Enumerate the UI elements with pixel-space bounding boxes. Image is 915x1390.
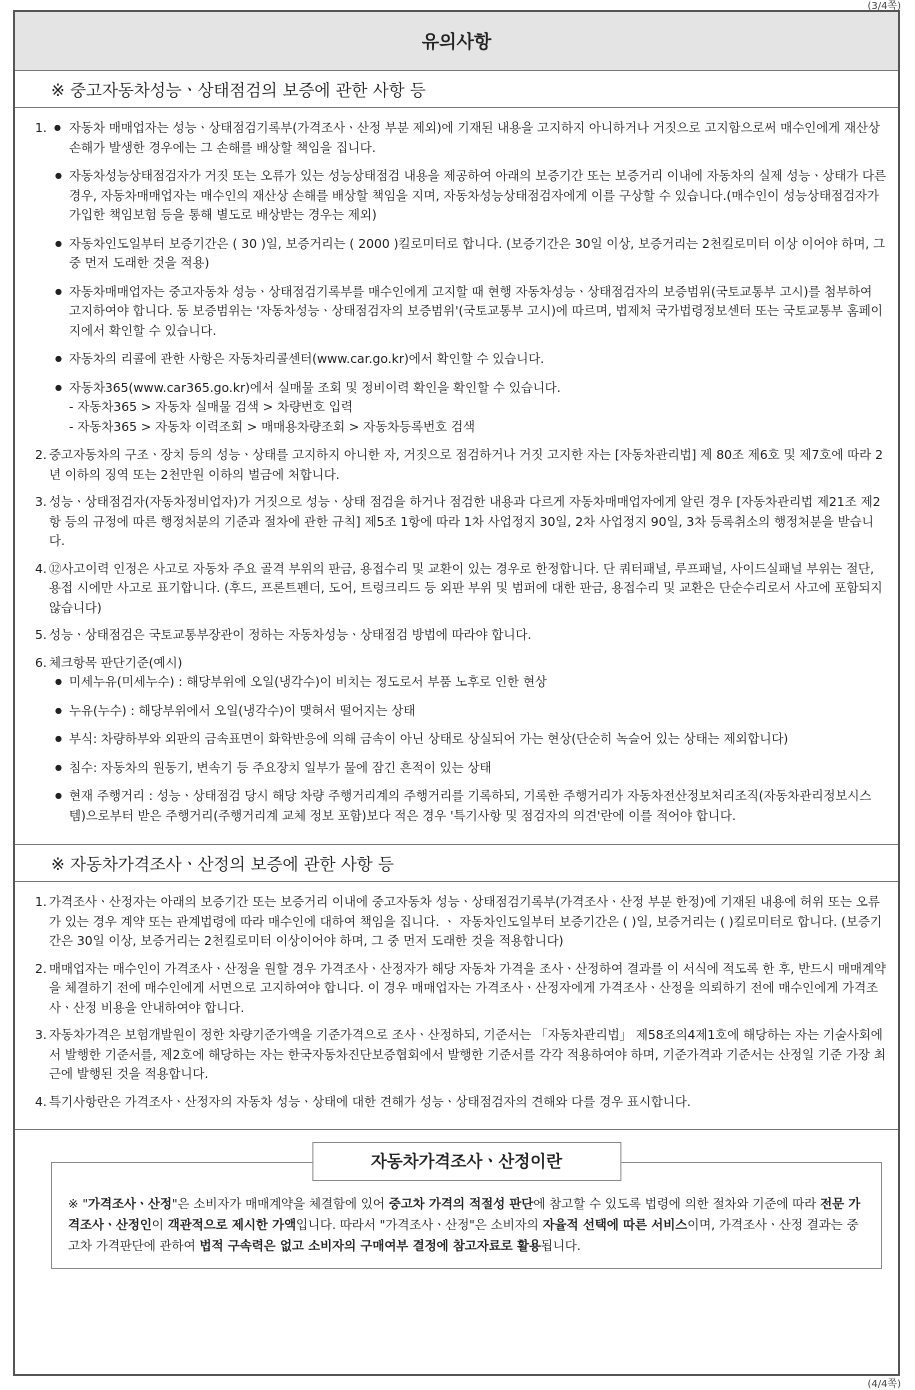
section1-body bbox=[15, 108, 898, 844]
list-item: ● 현재 주행거리 : 성능ㆍ상태점검 당시 해당 차량 주행거리계의 주행거리를 기록하되, 기록한 주행거리가 자동차전산정보처리조직(자동차관리정보시스템)으로부터 받은 주행거리(주행거리계 교체 정보 포함)보다 적은 경우 '특기사항 및 점검자의 의견'란에 이를 적어야 합니다. bbox=[49, 786, 888, 825]
item-text: 체크항목 판단기준(예시) bbox=[49, 654, 183, 670]
list-item: ● 자동차 매매업자는 성능ㆍ상태점검기록부(가격조사ㆍ산정 부분 제외)에 기재된 내용을 고지하지 아니하거나 거짓으로 고지함으로써 매수인에게 재산상 손해가 발생한 경우에는 그 손해를 배상할 책임을 집니다. bbox=[49, 118, 888, 157]
list-item: ● 자동차성능상태점검자가 거짓 또는 오류가 있는 성능상태점검 내용을 제공하여 아래의 보증기간 또는 보증거리 이내에 자동차의 실제 성능ㆍ상태가 다른 경우, 자동차매매업자는 매수인의 재산상 손해를 배상할 책임을 지며, 자동차성능상태점검자에게 이를 구상할 수 있습니다.(매수인이 성능상태점검자가 가입한 책임보험 등을 통해 별도로 배상받는 경우는 제외) bbox=[49, 166, 888, 225]
box-text: 입니다. 따라서 "가격조사ㆍ산정"은 소비자의 bbox=[296, 1217, 543, 1232]
list-item: ● 누유(누수) : 해당부위에서 오일(냉각수)이 맺혀서 떨어지는 상태 bbox=[49, 701, 888, 721]
item-text: 성능ㆍ상태점검자(자동차정비업자)가 거짓으로 성능ㆍ상태 점검을 하거나 점검한 내용과 다르게 자동차매매업자에게 알린 경우 [자동차관리법 제21조 제2항 등의 규정에 따른 행정처분의 기준과 절차에 관한 규칙] 제5조 1항에 따라 1차 사업정지 30일, 2차 사업정지 90일, 3차 등록취소의 행정처분을 받습니다. bbox=[49, 494, 881, 548]
section1-item-4 bbox=[35, 559, 888, 618]
car365-line: ● 자동차365(www.car365.go.kr)에서 실매물 조회 및 정비이력 확인을 확인할 수 있습니다. bbox=[69, 379, 561, 395]
car365-path: - 자동차365 > 자동차 이력조회 > 매매용차량조회 > 자동차등록번호 검색 bbox=[69, 418, 475, 434]
section2-item-2 bbox=[35, 959, 888, 1018]
item-text: 자동차가격은 보험개발원이 정한 차량기준가액을 기준가격으로 조사ㆍ산정하되, 기준서는 「자동차관리법」 제58조의4제1호에 해당하는 자는 기술사회에서 발행한 기준서를, 제2호에 해당하는 자는 한국자동차진단보증협회에서 발행한 기준서를 각각 적용하여야 하며, 기준가격과 기준서는 산정일 기준 가장 최근에 발행된 것을 적용합니다. bbox=[49, 1027, 886, 1081]
item-text: 매매업자는 매수인이 가격조사ㆍ산정을 원할 경우 가격조사ㆍ산정자가 해당 자동차 가격을 조사ㆍ산정하여 결과를 이 서식에 적도록 한 후, 반드시 매매계약을 체결하기 전에 매수인에게 서면으로 고지하여야 합니다. 이 경우 매매업자는 가격조사ㆍ산정자에게 가격조사ㆍ산정을 의뢰하기 전에 매수인에게 가격조사ㆍ산정 비용을 안내하여야 합니다. bbox=[49, 960, 886, 1015]
section1-item-2 bbox=[35, 445, 888, 484]
box-bold: 가격조사ㆍ산정 bbox=[88, 1196, 172, 1211]
box-bold: 법적 구속력은 없고 소비자의 구매여부 결정에 참고자료로 활용 bbox=[199, 1238, 541, 1253]
item-text: ⑫사고이력 인정은 사고로 자동차 주요 골격 부위의 판금, 용접수리 및 교환이 있는 경우로 한정합니다. 단 쿼터패널, 루프패널, 사이드실패널 부위는 절단, 용접 시에만 사고로 표기합니다. (후드, 프론트펜더, 도어, 트렁크리드 등 외판 부위 및 범퍼에 대한 판금, 용접수리 및 교환은 단순수리로서 사고에 포함되지 않습니다) bbox=[49, 560, 883, 615]
item-text: 중고자동차의 구조ㆍ장치 등의 성능ㆍ상태를 고지하지 아니한 자, 거짓으로 점검하거나 거짓 고지한 자는 [자동차관리법] 제 80조 제6호 및 제7호에 따라 2년 이하의 징역 또는 2천만원 이하의 벌금에 처합니다. bbox=[49, 447, 884, 482]
box-bold: 중고차 가격의 적절성 판단 bbox=[388, 1196, 534, 1211]
section2-body bbox=[15, 882, 898, 1129]
section2-heading: ※ 자동차가격조사ㆍ산정의 보증에 관한 사항 등 bbox=[15, 845, 898, 882]
list-item: ● 부식: 차량하부와 외판의 금속표면이 화학반응에 의해 금속이 아닌 상태로 상실되어 가는 현상(단순히 녹슬어 있는 상태는 제외합니다) bbox=[49, 729, 888, 749]
list-item: ● 미세누유(미세누수) : 해당부위에 오일(냉각수)이 비치는 정도로서 부품 노후로 인한 현상 bbox=[49, 672, 888, 692]
section-divider bbox=[15, 1129, 898, 1130]
definition-box bbox=[51, 1152, 882, 1269]
box-text: 됩니다. bbox=[540, 1238, 581, 1253]
list-item: ● 자동차매매업자는 중고자동차 성능ㆍ상태점검기록부를 매수인에게 고지할 때 현행 자동차성능ㆍ상태점검자의 보증범위(국토교통부 고시)를 첨부하여 고지하여야 합니다. 동 보증범위는 '자동차성능ㆍ상태점검자의 보증범위'(국토교통부 고시)에 따르며, 법제처 국가법령정보센터 또는 국토교통부 홈페이지에서 확인할 수 있습니다. bbox=[49, 282, 888, 341]
section1-heading: ※ 중고자동차성능ㆍ상태점검의 보증에 관한 사항 등 bbox=[15, 71, 898, 108]
item-number: 3. bbox=[35, 1027, 47, 1042]
item-number: 1. bbox=[35, 894, 47, 909]
box-text: "은 소비자가 매매계약을 체결함에 있어 bbox=[171, 1196, 389, 1211]
section2-item-1 bbox=[35, 892, 888, 951]
page-number-bottom: (4/4쪽) bbox=[867, 1379, 901, 1390]
section1-item-1 bbox=[35, 118, 888, 436]
item-text: 성능ㆍ상태점검은 국토교통부장관이 정하는 자동차성능ㆍ상태점검 방법에 따라야 합니다. bbox=[49, 627, 532, 642]
section2-item-4 bbox=[35, 1092, 888, 1112]
item-number: 2. bbox=[35, 960, 47, 976]
item-text: 특기사항란은 가격조사ㆍ산정자의 자동차 성능ㆍ상태에 대한 견해가 성능ㆍ상태점검자의 견해와 다를 경우 표시합니다. bbox=[49, 1093, 691, 1109]
item-number: 5. bbox=[35, 627, 47, 642]
box-bold: 전문 가격조사ㆍ산정인 bbox=[68, 1196, 861, 1232]
box-text: 에 참고할 수 있도록 법령에 의한 절차와 기준에 따라 bbox=[533, 1196, 821, 1211]
list-item: ● 침수: 자동차의 원동기, 변속기 등 주요장치 일부가 물에 잠긴 흔적이 있는 상태 bbox=[49, 758, 888, 778]
box-bold: 자율적 선택에 따른 서비스 bbox=[542, 1217, 688, 1232]
section2-item-3 bbox=[35, 1025, 888, 1084]
item-number: 2. bbox=[35, 447, 47, 462]
list-item: ● 자동차의 리콜에 관한 사항은 자동차리콜센터(www.car.go.kr)에서 확인할 수 있습니다. bbox=[49, 349, 888, 369]
definition-box-wrap bbox=[51, 1152, 882, 1269]
list-item: ● 자동차인도일부터 보증기간은 ( 30 )일, 보증거리는 ( 2000 )킬로미터로 합니다. (보증기간은 30일 이상, 보증거리는 2천킬로미터 이상 이어야 하며, 그 중 먼저 도래한 것을 적용) bbox=[49, 234, 888, 273]
item-number: 4. bbox=[35, 1093, 47, 1109]
box-bold: 객관적으로 제시한 가액 bbox=[167, 1217, 297, 1232]
definition-box-title: 자동차가격조사ㆍ산정이란 bbox=[312, 1142, 621, 1181]
box-text: ※ " bbox=[68, 1196, 89, 1211]
page-number-top: (3/4쪽) bbox=[867, 1, 901, 12]
item-number: 4. bbox=[35, 560, 47, 576]
item-number: 3. bbox=[35, 494, 47, 509]
page-title: 유의사항 bbox=[15, 12, 898, 71]
box-text: 이며, 가격조사ㆍ산정 결과는 중고차 가격판단에 관하여 bbox=[68, 1217, 859, 1253]
list-item-car365 bbox=[49, 378, 888, 437]
notice-frame bbox=[13, 10, 900, 1376]
box-text: 이 bbox=[151, 1217, 168, 1232]
section1-item-6 bbox=[35, 653, 888, 826]
item-text: 가격조사ㆍ산정자는 아래의 보증기간 또는 보증거리 이내에 중고자동차 성능ㆍ상태점검기록부(가격조사ㆍ산정 부분 한정)에 기재된 내용에 허위 또는 오류가 있는 경우 계약 또는 관계법령에 따라 매수인에 대하여 책임을 집니다. ㆍ 자동차인도일부터 보증기간은 ( )일, 보증거리는 ( )킬로미터로 합니다. (보증기간은 30일 이상, 보증거리는 2천킬로미터 이상이어야 하며, 그 중 먼저 도래한 것을 적용합니다) bbox=[49, 894, 882, 948]
item-number: 1. bbox=[35, 120, 47, 135]
car365-path: - 자동차365 > 자동차 실매물 검색 > 차량번호 입력 bbox=[69, 399, 353, 414]
section1-item-3 bbox=[35, 492, 888, 551]
section1-item-5 bbox=[35, 625, 888, 645]
item-number: 6. bbox=[35, 654, 47, 670]
